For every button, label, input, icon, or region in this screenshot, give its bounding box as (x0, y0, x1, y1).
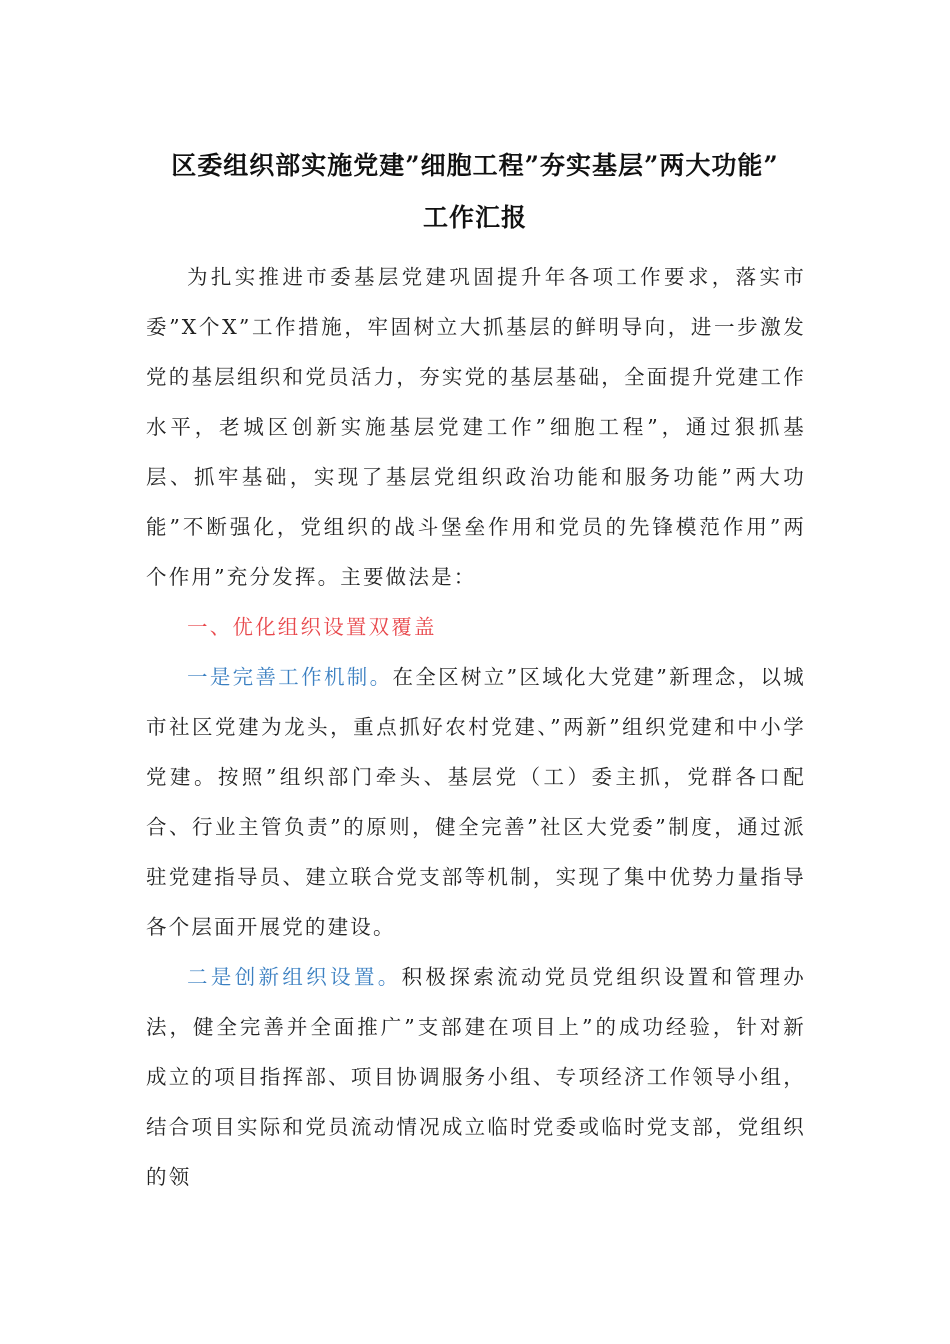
paragraph-1-lead: 一是完善工作机制。 (187, 665, 393, 689)
paragraph-1 (146, 652, 806, 952)
paragraph-2-lead: 二是创新组织设置。 (187, 965, 402, 989)
paragraph-2-text: 积极探索流动党员党组织设置和管理办法，健全完善并全面推广”支部建在项目上”的成功经验，针对新成立的项目指挥部、项目协调服务小组、专项经济工作领导小组，结合项目实际和党员流动情况成立临时党委或临时党支部，党组织的领 (146, 965, 806, 1189)
section-heading-1: 一、优化组织设置双覆盖 (187, 615, 437, 639)
intro-paragraph: 为扎实推进市委基层党建巩固提升年各项工作要求，落实市委”X个X”工作措施，牢固树立大抓基层的鲜明导向，进一步激发党的基层组织和党员活力，夯实党的基层基础，全面提升党建工作水平，老城区创新实施基层党建工作”细胞工程”，通过狠抓基层、抓牢基础，实现了基层党组织政治功能和服务功能”两大功能”不断强化，党组织的战斗堡垒作用和党员的先锋模范作用”两个作用”充分发挥。主要做法是： (146, 265, 806, 589)
paragraph-1-text: 在全区树立”区域化大党建”新理念，以城市社区党建为龙头，重点抓好农村党建、”两新”组织党建和中小学党建。按照”组织部门牵头、基层党（工）委主抓，党群各口配合、行业主管负责”的原则，健全完善”社区大党委”制度，通过派驻党建指导员、建立联合党支部等机制，实现了集中优势力量指导各个层面开展党的建设。 (146, 665, 806, 939)
document-title-line2: 工作汇报 (422, 203, 527, 232)
document-body (146, 252, 806, 1202)
paragraph-2 (146, 952, 806, 1202)
document-title-line1: 区委组织部实施党建”细胞工程”夯实基层”两大功能” (171, 151, 779, 180)
